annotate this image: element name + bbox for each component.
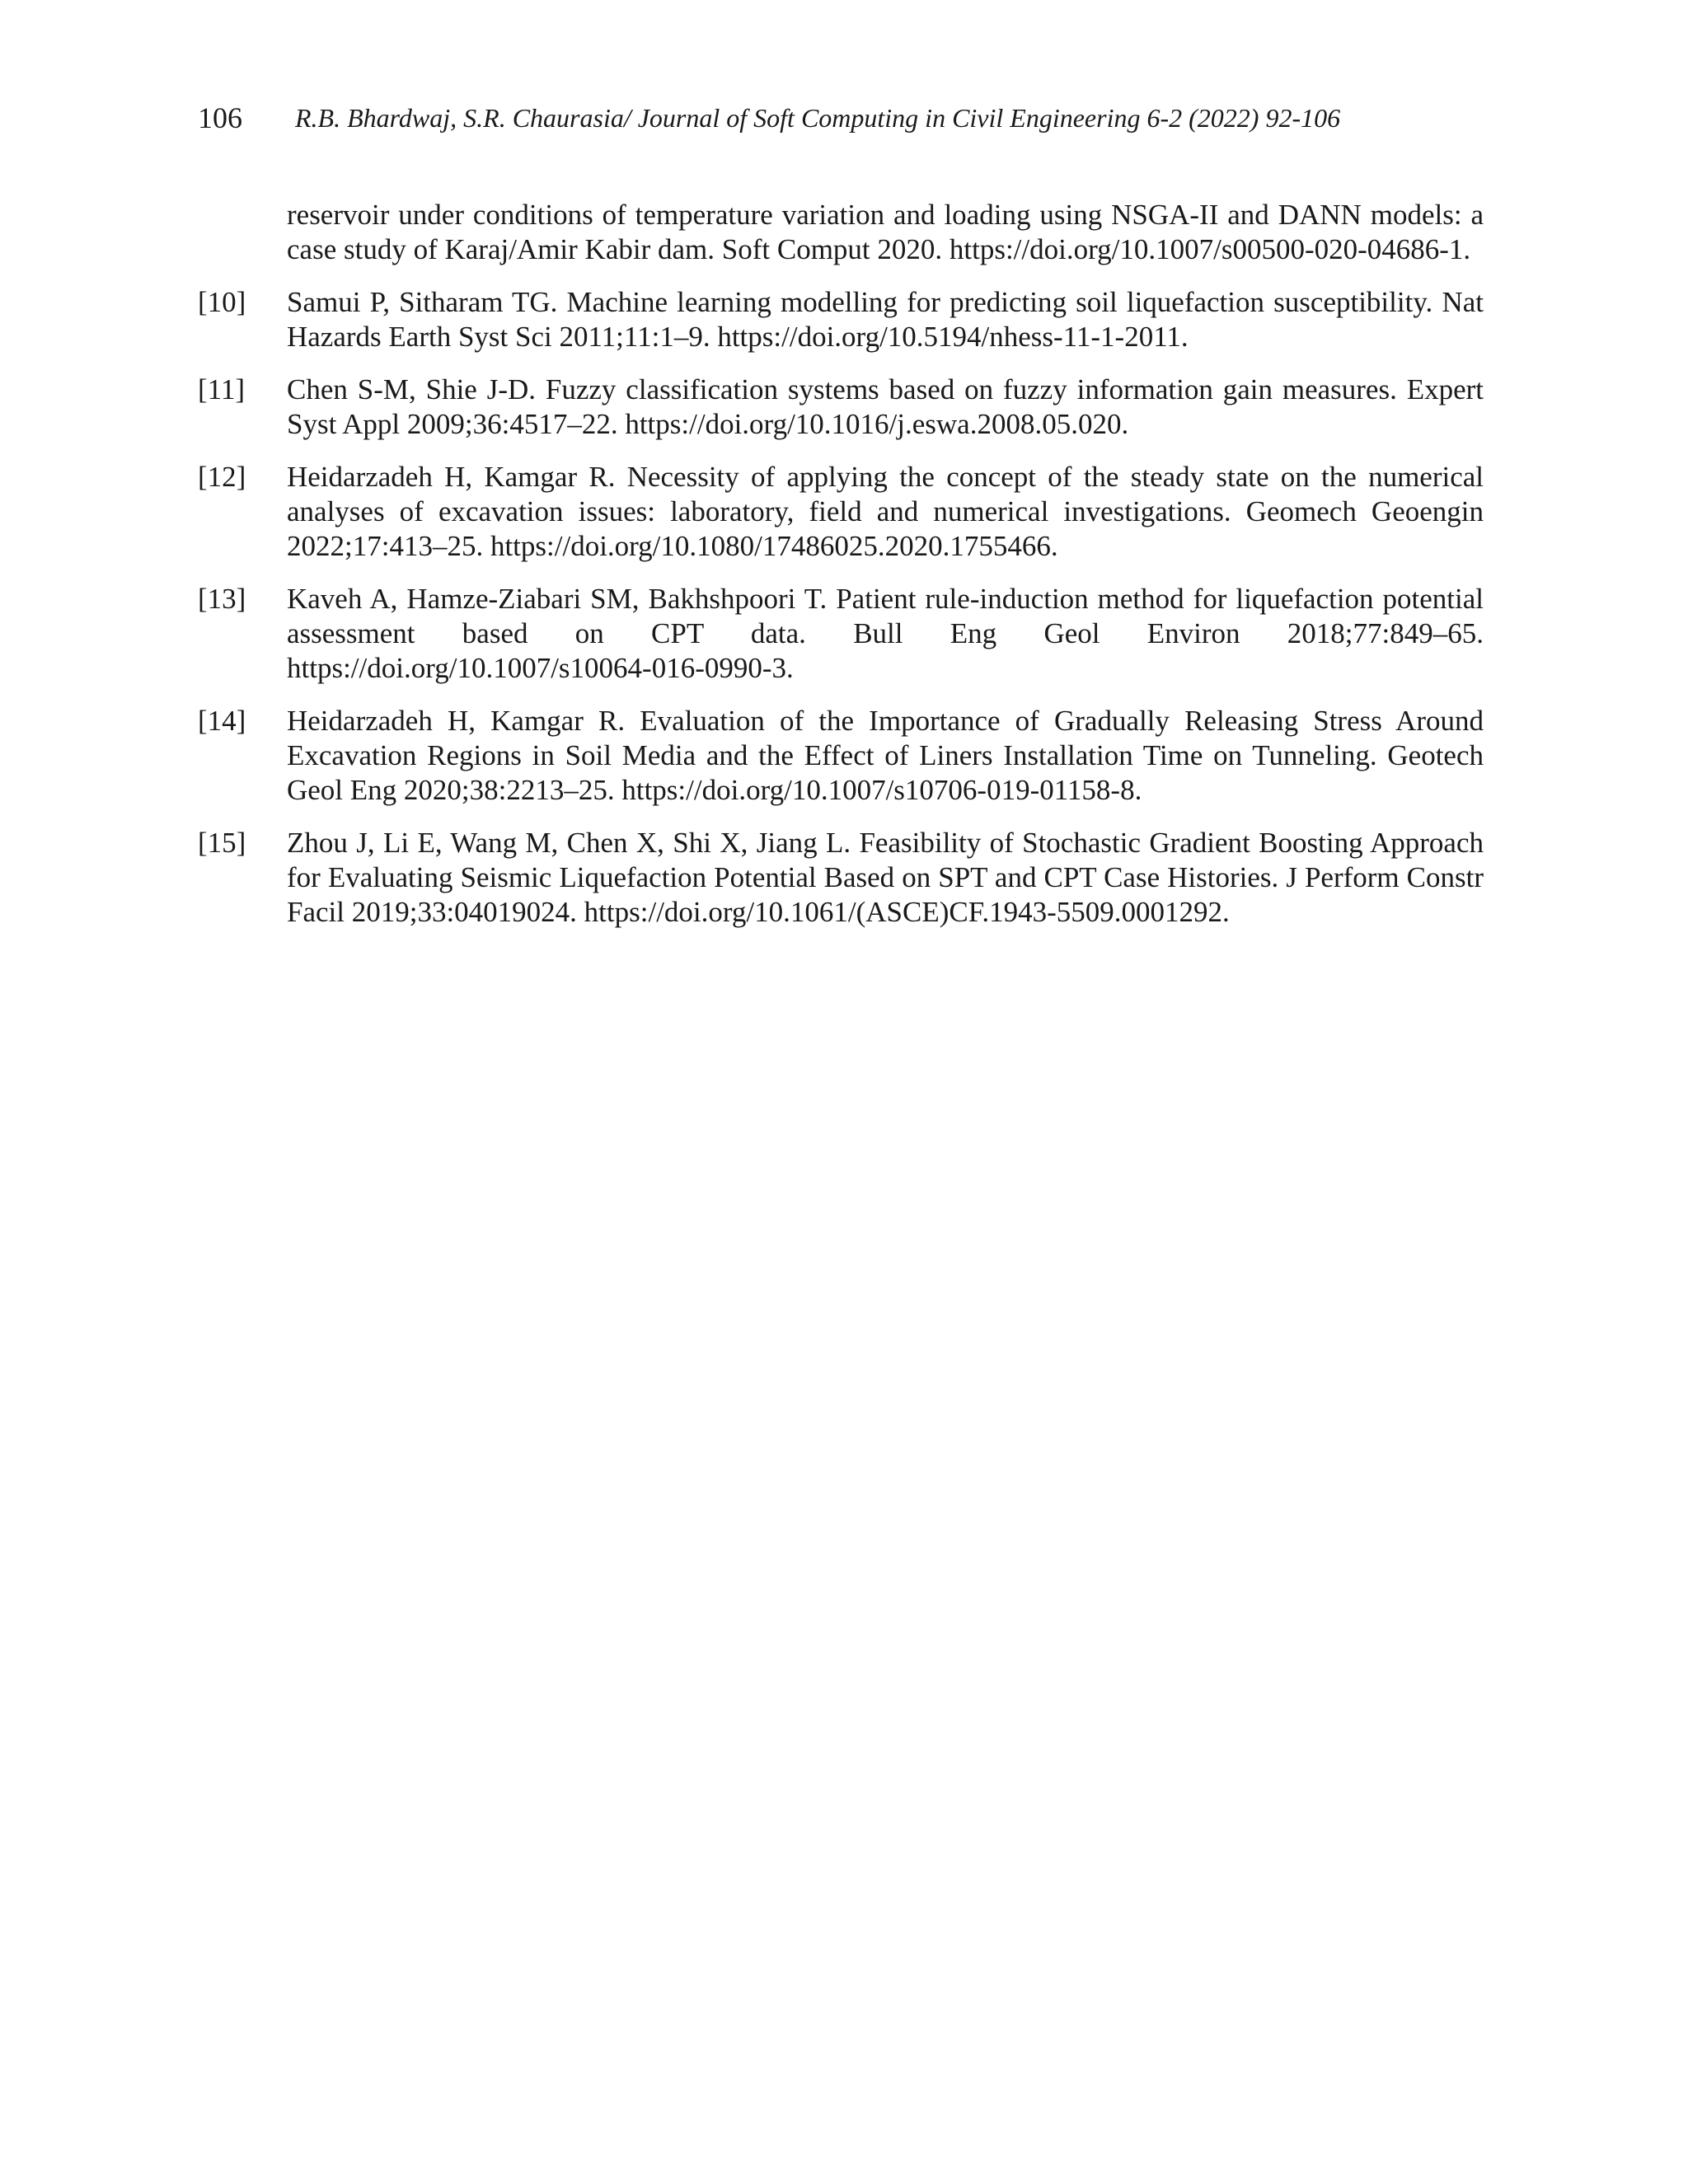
reference-text: Chen S-M, Shie J-D. Fuzzy classification systems based on fuzzy information gain measures. Expert Syst Appl 2009;36:4517–22. https://doi.org/10.1016/j.eswa.2008.05.020.	[287, 373, 1484, 440]
reference-item-15	[198, 826, 1484, 930]
reference-item-9-continued	[198, 198, 1484, 267]
reference-list	[198, 198, 1484, 948]
reference-item-11	[198, 373, 1484, 442]
page-header	[198, 97, 1484, 138]
reference-text: reservoir under conditions of temperature variation and loading using NSGA-II and DANN models: a case study of Karaj/Amir Kabir dam. Soft Comput 2020. https://doi.org/10.1007/s00500-020-04686-1.	[287, 199, 1484, 265]
page-number: 106	[198, 101, 242, 134]
reference-item-10	[198, 285, 1484, 354]
reference-item-12	[198, 460, 1484, 564]
reference-text: Samui P, Sitharam TG. Machine learning modelling for predicting soil liquefaction susceptibility. Nat Hazards Earth Syst Sci 2011;11:1–9. https://doi.org/10.5194/nhess-11-1-2011.	[287, 286, 1484, 353]
reference-number: [15]	[198, 827, 246, 859]
running-head: R.B. Bhardwaj, S.R. Chaurasia/ Journal of Soft Computing in Civil Engineering 6-2 (2022) 92-106	[295, 103, 1341, 133]
reference-number: [10]	[198, 286, 246, 318]
reference-number: [12]	[198, 461, 246, 493]
reference-number: [11]	[198, 373, 246, 405]
reference-number: [14]	[198, 705, 246, 737]
reference-number: [13]	[198, 583, 246, 615]
reference-text: Heidarzadeh H, Kamgar R. Evaluation of the Importance of Gradually Releasing Stress Around Excavation Regions in Soil Media and the Effect of Liners Installation Time on Tunneling. Geotech Geol Eng 2020;38:2213–25. https://doi.org/10.1007/s10706-019-01158-8.	[287, 705, 1484, 806]
reference-item-14	[198, 704, 1484, 808]
reference-text: Zhou J, Li E, Wang M, Chen X, Shi X, Jiang L. Feasibility of Stochastic Gradient Boosting Approach for Evaluating Seismic Liquefaction Potential Based on SPT and CPT Case Histories. J Perform Constr Facil 2019;33:04019024. https://doi.org/10.1061/(ASCE)CF.1943-5509.0001292.	[287, 827, 1484, 928]
reference-item-13	[198, 582, 1484, 686]
reference-text: Kaveh A, Hamze-Ziabari SM, Bakhshpoori T. Patient rule-induction method for liquefaction potential assessment based on CPT data. Bull Eng Geol Environ 2018;77:849–65. https://doi.org/10.1007/s10064-016-0990-3.	[287, 583, 1484, 684]
reference-text: Heidarzadeh H, Kamgar R. Necessity of applying the concept of the steady state on the numerical analyses of excavation issues: laboratory, field and numerical investigations. Geomech Geoengin 2022;17:413–25. https://doi.org/10.1080/17486025.2020.1755466.	[287, 461, 1484, 562]
